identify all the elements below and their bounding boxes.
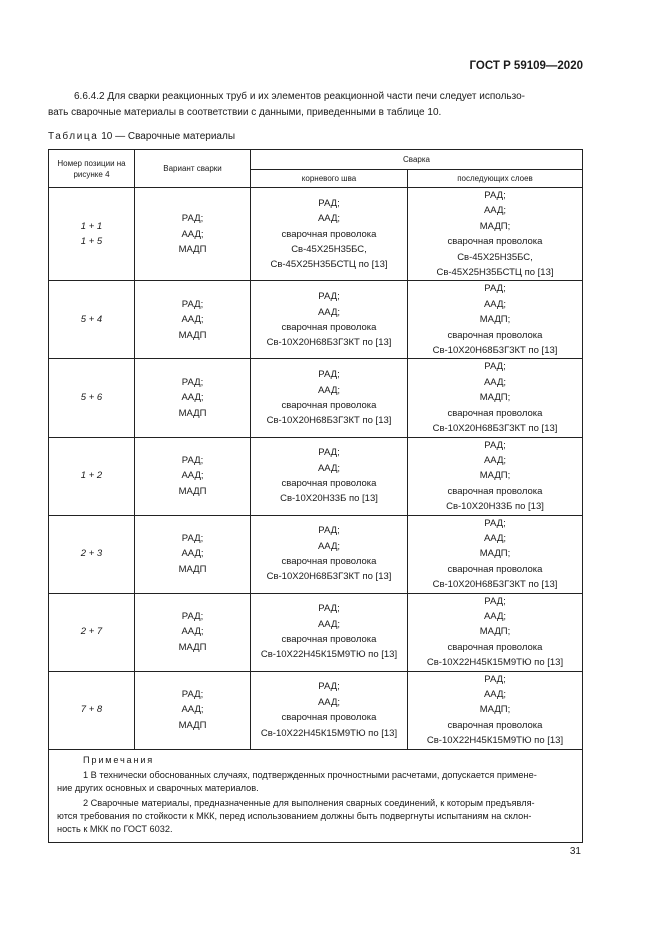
cell-subsequent-layers-line: МАДП;: [479, 220, 511, 232]
table-caption-word: Таблица: [48, 131, 99, 142]
cell-subsequent-layers-line: Св-10Х22Н45К15М9ТЮ по [13]: [426, 735, 564, 747]
cell-root-weld-line: ААД;: [317, 462, 341, 474]
cell-variant-line: РАД;: [181, 298, 204, 310]
cell-variant-line: МАДП: [178, 563, 207, 575]
cell-position: [49, 593, 135, 671]
cell-root-weld: [251, 188, 408, 281]
cell-root-weld-line: ААД;: [317, 618, 341, 630]
cell-variant: [135, 359, 251, 437]
cell-variant-line: МАДП: [178, 243, 207, 255]
cell-position: [49, 437, 135, 515]
cell-root-weld: [251, 671, 408, 749]
cell-root-weld-line: РАД;: [318, 369, 340, 381]
cell-position-line: 5 + 6: [80, 392, 103, 404]
cell-variant-line: РАД;: [181, 532, 204, 544]
table-caption: [48, 131, 235, 142]
table-row: [49, 188, 583, 281]
cell-root-weld-line: сварочная проволока: [281, 712, 377, 724]
note-1-line-1: 1 В технически обоснованных случаях, подтвержденных прочностными расчетами, допускается примене-: [83, 769, 537, 780]
cell-variant-line: РАД;: [181, 376, 204, 388]
cell-subsequent-layers-line: МАДП;: [479, 704, 511, 716]
header-weld: Сварка: [251, 150, 583, 170]
cell-subsequent-layers-line: сварочная проволока: [447, 485, 543, 497]
cell-subsequent-layers-line: ААД;: [483, 532, 507, 544]
cell-subsequent-layers-line: сварочная проволока: [447, 563, 543, 575]
table-row: [49, 671, 583, 749]
note-1-line-2: ние других основных и сварочных материалов.: [57, 782, 259, 793]
cell-variant-line: ААД;: [181, 228, 204, 240]
cell-variant-line: МАДП: [178, 407, 207, 419]
cell-subsequent-layers-line: МАДП;: [479, 392, 511, 404]
notes-title: Примечания: [83, 754, 155, 765]
cell-variant-line: МАДП: [178, 719, 207, 731]
table-row: [49, 593, 583, 671]
cell-position-line: 2 + 7: [80, 626, 103, 638]
cell-root-weld-line: РАД;: [318, 291, 340, 303]
cell-subsequent-layers-line: сварочная проволока: [447, 407, 543, 419]
cell-position: [49, 281, 135, 359]
cell-variant-line: МАДП: [178, 641, 207, 653]
cell-subsequent-layers-line: Св-10Х20Н68Б3Г3КТ по [13]: [432, 345, 558, 357]
cell-subsequent-layers-line: Св-10Х22Н45К15М9ТЮ по [13]: [426, 657, 564, 669]
cell-position-line: 1 + 5: [80, 236, 103, 248]
cell-variant-line: ААД;: [181, 626, 204, 638]
note-2-line-3: ность к МКК по ГОСТ 6032.: [57, 823, 173, 834]
cell-root-weld: [251, 359, 408, 437]
cell-subsequent-layers-line: сварочная проволока: [447, 641, 543, 653]
cell-position-line: 2 + 3: [80, 548, 103, 560]
cell-subsequent-layers: [408, 515, 583, 593]
table-caption-title: 10 — Сварочные материалы: [98, 131, 236, 142]
cell-subsequent-layers-line: РАД;: [484, 190, 506, 201]
cell-root-weld-line: РАД;: [318, 681, 340, 693]
cell-subsequent-layers-line: РАД;: [484, 361, 506, 373]
note-2-line-1: 2 Сварочные материалы, предназначенные для выполнения сварных соединений, к которым предъявля-: [83, 797, 535, 808]
cell-root-weld-line: Св-45Х25Н35БС,: [291, 243, 367, 255]
cell-root-weld-line: Св-10Х20Н68Б3Г3КТ по [13]: [266, 337, 392, 349]
cell-subsequent-layers-line: МАДП;: [479, 314, 511, 326]
cell-variant-line: РАД;: [181, 213, 204, 225]
cell-root-weld-line: Св-10Х20Н68Б3Г3КТ по [13]: [266, 571, 392, 583]
cell-variant-line: РАД;: [181, 454, 204, 466]
cell-root-weld-line: сварочная проволока: [281, 556, 377, 568]
cell-subsequent-layers: [408, 188, 583, 281]
welding-materials-table: [48, 149, 583, 843]
cell-subsequent-layers-line: Св-45Х25Н35БСТЦ по [13]: [436, 267, 554, 279]
table-body: [49, 188, 583, 750]
cell-root-weld-line: сварочная проволока: [281, 478, 377, 490]
cell-variant-line: ААД;: [181, 392, 204, 404]
cell-root-weld-line: Св-10Х20Н68Б3Г3КТ по [13]: [266, 415, 392, 427]
intro-line-1: 6.6.4.2 Для сварки реакционных труб и их элементов реакционной части печи следует использо-: [74, 91, 525, 102]
cell-subsequent-layers-line: сварочная проволока: [447, 719, 543, 731]
cell-position: [49, 671, 135, 749]
intro-paragraph: [48, 89, 581, 121]
cell-root-weld-line: Св-10Х22Н45К15М9ТЮ по [13]: [260, 649, 398, 661]
cell-subsequent-layers-line: сварочная проволока: [447, 329, 543, 341]
cell-subsequent-layers-line: МАДП;: [479, 548, 511, 560]
header-root: корневого шва: [251, 170, 408, 188]
cell-root-weld-line: ААД;: [317, 540, 341, 552]
document-code: ГОСТ Р 59109—2020: [469, 60, 583, 72]
header-subsequent: последующих слоев: [408, 170, 583, 188]
cell-variant-line: РАД;: [181, 610, 204, 622]
table-row: [49, 359, 583, 437]
cell-subsequent-layers-line: МАДП;: [479, 470, 511, 482]
cell-root-weld-line: ААД;: [317, 384, 341, 396]
cell-variant: [135, 671, 251, 749]
cell-variant: [135, 515, 251, 593]
note-2: [57, 797, 576, 836]
cell-subsequent-layers-line: РАД;: [484, 439, 506, 451]
note-1: [57, 769, 576, 795]
cell-subsequent-layers-line: РАД;: [484, 283, 506, 295]
cell-root-weld-line: РАД;: [318, 447, 340, 459]
cell-subsequent-layers: [408, 359, 583, 437]
cell-root-weld-line: РАД;: [318, 525, 340, 537]
cell-variant-line: РАД;: [181, 689, 204, 700]
cell-root-weld-line: ААД;: [317, 306, 341, 318]
cell-subsequent-layers-line: сварочная проволока: [447, 236, 543, 248]
cell-root-weld-line: сварочная проволока: [281, 634, 377, 646]
cell-root-weld-line: Св-45Х25Н35БСТЦ по [13]: [270, 259, 388, 271]
cell-position-line: 5 + 4: [80, 314, 103, 326]
cell-root-weld-line: РАД;: [318, 603, 340, 615]
cell-root-weld-line: Св-10Х20Н33Б по [13]: [280, 493, 378, 505]
cell-subsequent-layers-line: ААД;: [483, 454, 507, 466]
cell-root-weld: [251, 437, 408, 515]
cell-root-weld: [251, 281, 408, 359]
header-position: Номер позиции на рисунке 4: [49, 150, 135, 188]
cell-subsequent-layers-line: РАД;: [484, 673, 506, 685]
cell-variant: [135, 188, 251, 281]
cell-subsequent-layers: [408, 593, 583, 671]
cell-position-line: 1 + 2: [80, 470, 103, 482]
cell-root-weld: [251, 515, 408, 593]
cell-subsequent-layers-line: ААД;: [483, 689, 507, 700]
cell-position-line: 1 + 1: [80, 220, 103, 232]
cell-root-weld-line: РАД;: [318, 197, 340, 209]
cell-subsequent-layers-line: Св-10Х20Н68Б3Г3КТ по [13]: [432, 423, 558, 435]
cell-subsequent-layers-line: ААД;: [483, 205, 507, 217]
cell-variant: [135, 281, 251, 359]
cell-root-weld-line: Св-10Х22Н45К15М9ТЮ по [13]: [260, 727, 398, 739]
notes-cell: [49, 749, 583, 842]
cell-position: [49, 515, 135, 593]
cell-subsequent-layers-line: Св-10Х20Н68Б3Г3КТ по [13]: [432, 579, 558, 591]
cell-root-weld-line: сварочная проволока: [281, 399, 377, 411]
cell-subsequent-layers-line: РАД;: [484, 595, 506, 607]
cell-subsequent-layers-line: ААД;: [483, 298, 507, 310]
cell-variant-line: ААД;: [181, 314, 204, 326]
cell-subsequent-layers-line: ААД;: [483, 376, 507, 388]
cell-variant-line: МАДП: [178, 485, 207, 497]
cell-variant-line: МАДП: [178, 329, 207, 341]
table-row: [49, 281, 583, 359]
cell-subsequent-layers: [408, 671, 583, 749]
intro-line-2: вать сварочные материалы в соответствии с данными, приведенными в таблице 10.: [48, 107, 442, 118]
cell-subsequent-layers: [408, 281, 583, 359]
cell-root-weld-line: ААД;: [317, 696, 341, 708]
cell-variant-line: ААД;: [181, 704, 204, 716]
cell-root-weld-line: ААД;: [317, 213, 341, 225]
cell-subsequent-layers-line: РАД;: [484, 517, 506, 529]
table-row: [49, 437, 583, 515]
header-variant: Вариант сварки: [135, 150, 251, 188]
cell-position: [49, 188, 135, 281]
cell-subsequent-layers-line: Св-10Х20Н33Б по [13]: [446, 501, 544, 513]
cell-position: [49, 359, 135, 437]
cell-subsequent-layers-line: Св-45Х25Н35БС,: [457, 251, 533, 263]
table-row: [49, 515, 583, 593]
page-number: 31: [569, 846, 581, 857]
cell-position-line: 7 + 8: [80, 704, 103, 716]
cell-variant-line: ААД;: [181, 470, 204, 482]
note-2-line-2: ются требования по стойкости к МКК, перед использованием должны быть подвергнуты испытаниям на склон-: [57, 810, 532, 821]
cell-root-weld-line: сварочная проволока: [281, 228, 377, 240]
cell-subsequent-layers-line: ААД;: [483, 610, 507, 622]
cell-variant: [135, 437, 251, 515]
cell-variant: [135, 593, 251, 671]
cell-subsequent-layers-line: МАДП;: [479, 626, 511, 638]
cell-root-weld: [251, 593, 408, 671]
cell-root-weld-line: сварочная проволока: [281, 321, 377, 333]
cell-variant-line: ААД;: [181, 548, 204, 560]
cell-subsequent-layers: [408, 437, 583, 515]
